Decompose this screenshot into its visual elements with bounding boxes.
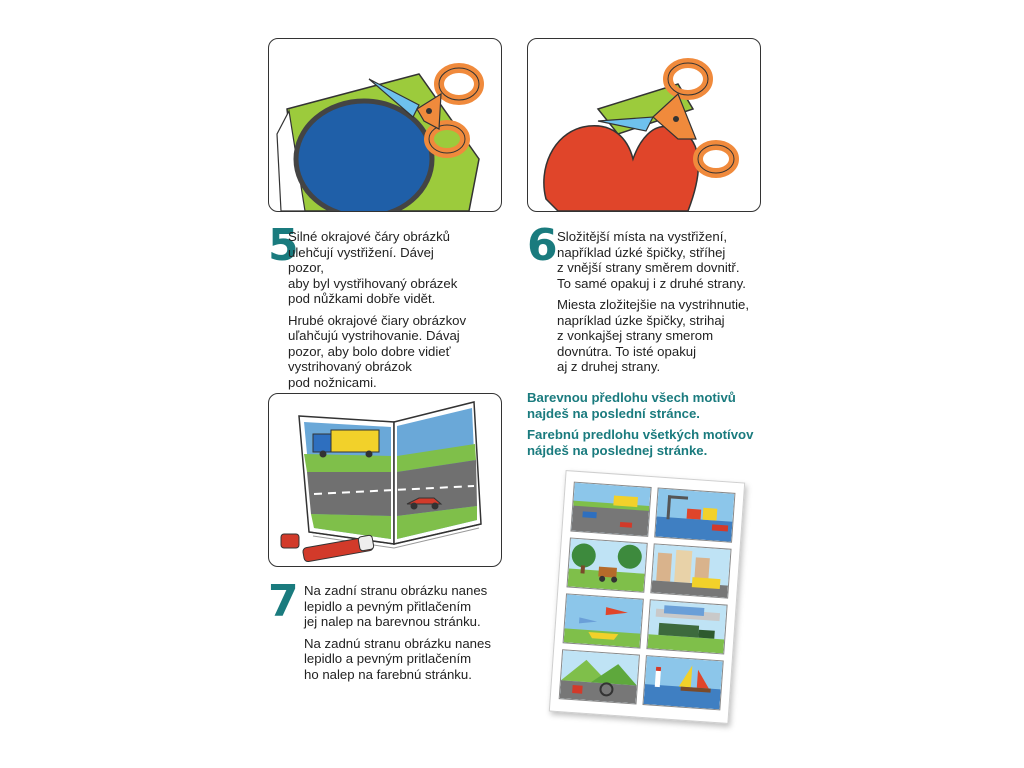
- step-7-number: 7: [268, 576, 299, 627]
- text-line: Farebnú predlohu všetkých motívov: [527, 427, 754, 442]
- text-line: Na zadnú stranu obrázku nanes: [304, 635, 491, 651]
- step-7-slovak: [304, 636, 494, 683]
- scissors-cutting-red-heart-icon: [528, 39, 760, 211]
- text-line: nájdeš na poslednej stránke.: [527, 442, 708, 458]
- text-line: najdeš na poslední stránce.: [527, 405, 700, 421]
- preview-note: [527, 390, 787, 464]
- thumb-train-scene: [646, 599, 727, 654]
- text-line: Hrubé okrajové čiary obrázkov: [288, 312, 467, 328]
- text-line: lepidlo a pevným přitlačením: [304, 598, 472, 614]
- text-line: ho nalep na farebnú stránku.: [304, 666, 472, 682]
- text-line: jej nalep na barevnou stránku.: [304, 614, 481, 629]
- thumb-road-scene: [570, 482, 651, 537]
- step-6-number: 6: [527, 220, 558, 271]
- thumb-airport-scene: [563, 593, 644, 648]
- text-line: Na zadní stranu obrázku nanes: [304, 583, 488, 598]
- text-line: vystrihovaný obrázok: [288, 359, 412, 374]
- step-7-text: [304, 583, 494, 688]
- text-line: z vnější strany směrem dovnitř.: [557, 260, 740, 275]
- text-line: lepidlo a pevným pritlačením: [304, 651, 472, 666]
- thumb-harbor-scene: [654, 487, 735, 542]
- text-line: pod nožnicami.: [288, 374, 377, 390]
- text-line: uľahčujú vystrihovanie. Dávaj: [288, 328, 460, 343]
- text-line: aj z druhej strany.: [557, 359, 661, 374]
- step-6-slovak: [557, 297, 772, 375]
- thumb-sea-scene: [642, 655, 723, 710]
- text-line: Barevnou předlohu všech motivů: [527, 390, 736, 405]
- preview-note-czech: [527, 390, 787, 421]
- text-line: Silné okrajové čáry obrázků: [288, 229, 450, 244]
- text-line: napríklad úzke špičky, strihaj: [557, 312, 725, 328]
- glue-stick-and-book-icon: [269, 394, 501, 566]
- step-5-number: 5: [268, 220, 299, 271]
- scissors-cutting-blue-oval-icon: [269, 39, 501, 211]
- step-5-text: [288, 229, 468, 396]
- step-5-czech: [288, 229, 468, 307]
- step-6-illustration: [527, 38, 761, 212]
- thumb-mountain-scene: [559, 649, 640, 704]
- step-5-slovak: [288, 313, 468, 391]
- thumb-forest-scene: [566, 537, 647, 592]
- text-line: pod nůžkami dobře vidět.: [288, 291, 436, 306]
- text-line: Miesta zložitejšie na vystrihnutie,: [557, 297, 750, 312]
- step-7-illustration: [268, 393, 502, 567]
- text-line: z vonkajšej strany smerom: [557, 328, 714, 343]
- text-line: To samé opakuj i z druhé strany.: [557, 275, 746, 291]
- text-line: pozor, aby bolo dobre vidieť: [288, 343, 451, 359]
- text-line: například úzké špičky, stříhej: [557, 244, 726, 260]
- thumb-city-scene: [650, 543, 731, 598]
- step-6-text: [557, 229, 772, 381]
- text-line: Složitější místa na vystřižení,: [557, 229, 728, 244]
- color-template-poster: [549, 470, 745, 724]
- text-line: ulehčují vystřižení. Dávej pozor,: [288, 244, 434, 275]
- step-5-illustration: [268, 38, 502, 212]
- text-line: dovnútra. To isté opakuj: [557, 343, 697, 359]
- step-6-czech: [557, 229, 772, 291]
- text-line: aby byl vystřihovaný obrázek: [288, 275, 458, 291]
- preview-note-slovak: [527, 427, 787, 458]
- step-7-czech: [304, 583, 494, 630]
